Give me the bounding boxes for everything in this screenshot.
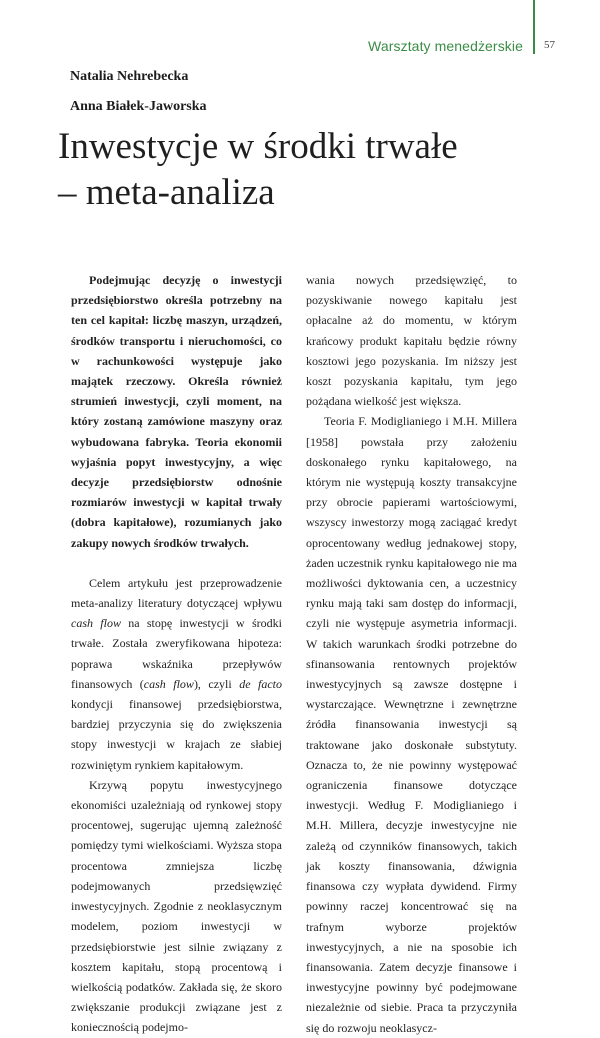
body-paragraph: Krzywą popytu inwestycyjnego ekonomiści uzależniają od rynkowej stopy procentowej, sugerując ujemną zależność pomiędzy tymi wielkościami. Wyższa stopa procentowa zmniejsza liczbę podejmowanych przedsięwzięć inwestycyjnych. Zgodnie z neoklasycznym modelem, poziom inwestycji w przedsiębiorstwie jest silnie związany z kosztem kapitału, stopą procentową i wielkością podatków. Zakłada się, że skoro zwiększanie produkcji związane jest z koniecznością podejmo- — [71, 777, 282, 1035]
term-italic: cash flow — [71, 616, 121, 631]
author-name: Anna Białek-Jaworska — [70, 99, 207, 114]
left-column — [71, 270, 282, 1038]
term-italic: cash flow — [143, 676, 194, 691]
body-paragraph: Teoria F. Modiglianiego i M.H. Millera [1958] powstała przy założeniu doskonałego rynku kapitałowego, na którym nie występują koszty transakcyjne przy obrocie papierami wartościowymi, wszyscy inwestorzy mogą zaciągać kredyt oprocentowany według jednakowej stopy, żaden uczestnik rynku kapitałowego nie ma możliwości dyktowania cen, a uczestnicy rynku mają taki sam dostęp do informacji, czyli nie występuje asymetria informacji. W takich warunkach środki potrzebne do sfinansowania rentownych projektów inwestycyjnych są zawsze dostępne i wystarczające. Wewnętrzne i zewnętrzne źródła finansowania inwestycji są traktowane jako doskonałe substytuty. Oznacza to, że nie powinny występować ograniczenia finansowe dotyczące inwestycji. Według F. Modiglianiego i M.H. Millera, decyzje inwestycyjne nie zależą od czynników finansowych, takich jak koszty finansowania, dźwignia finansowa czy wypłata dywidend. Firmy powinny raczej koncentrować się na trafnym wyborze projektów inwestycyjnych, a nie na sposobie ich finansowania. Zatem decyzje finansowe i inwestycyjne powinny być podejmowane niezależnie od siebie. Praca ta przyczyniła się do rozwoju neoklasycz- — [306, 414, 517, 1035]
term-italic: de facto — [239, 676, 282, 691]
right-column — [306, 270, 517, 1038]
section-title: Warsztaty menedżerskie — [368, 38, 523, 54]
lead-paragraph: Podejmując decyzję o inwestycji przedsiębiorstwo określa potrzebny na ten cel kapitał: liczbę maszyn, urządzeń, środków transportu i nieruchomości, co w rachunkowości występuje jako majątek rzeczowy. Określa również strumień inwestycji, czyli moment, na który zostaną zamówione maszyny oraz wybudowana fabryka. Teoria ekonomii wyjaśnia popyt inwestycyjny, a więc decyzje przedsiębiorstw odnośnie rozmiarów inwestycji w kapitał trwały (dobra kapitałowe), rozumianych jako zakupy nowych środków trwałych. — [71, 273, 282, 550]
article-title-line: Inwestycje w środki trwałe — [58, 126, 458, 167]
author-name: Natalia Nehrebecka — [70, 69, 189, 84]
header-rule — [533, 0, 535, 54]
body-paragraph: wania nowych przedsięwzięć, to pozyskiwanie nowego kapitału jest opłacalne aż do momentu, w którym krańcowy produkt kapitału będzie równy kosztowi jego pozyskania. Im niższy jest koszt pozyskania kapitału, tym jego pożądana wielkość jest większa. — [306, 273, 517, 409]
body-paragraph: Celem artykułu jest przeprowadzenie meta-analizy literatury dotyczącej wpływu cash flow na stopę inwestycji w środki trwałe. Została zweryfikowana hipoteza: poprawa wskaźnika przepływów finansowych (cash flow), czyli de facto kondycji finansowej przedsiębiorstwa, bardziej przyczynia się do zwiększenia stopy inwestycji w krajach ze słabiej rozwiniętym rynkiem kapitałowym. — [71, 575, 282, 772]
article-title-line: – meta-analiza — [58, 172, 275, 213]
page-number: 57 — [544, 39, 555, 51]
author-list — [70, 62, 207, 122]
article-title — [58, 124, 458, 216]
